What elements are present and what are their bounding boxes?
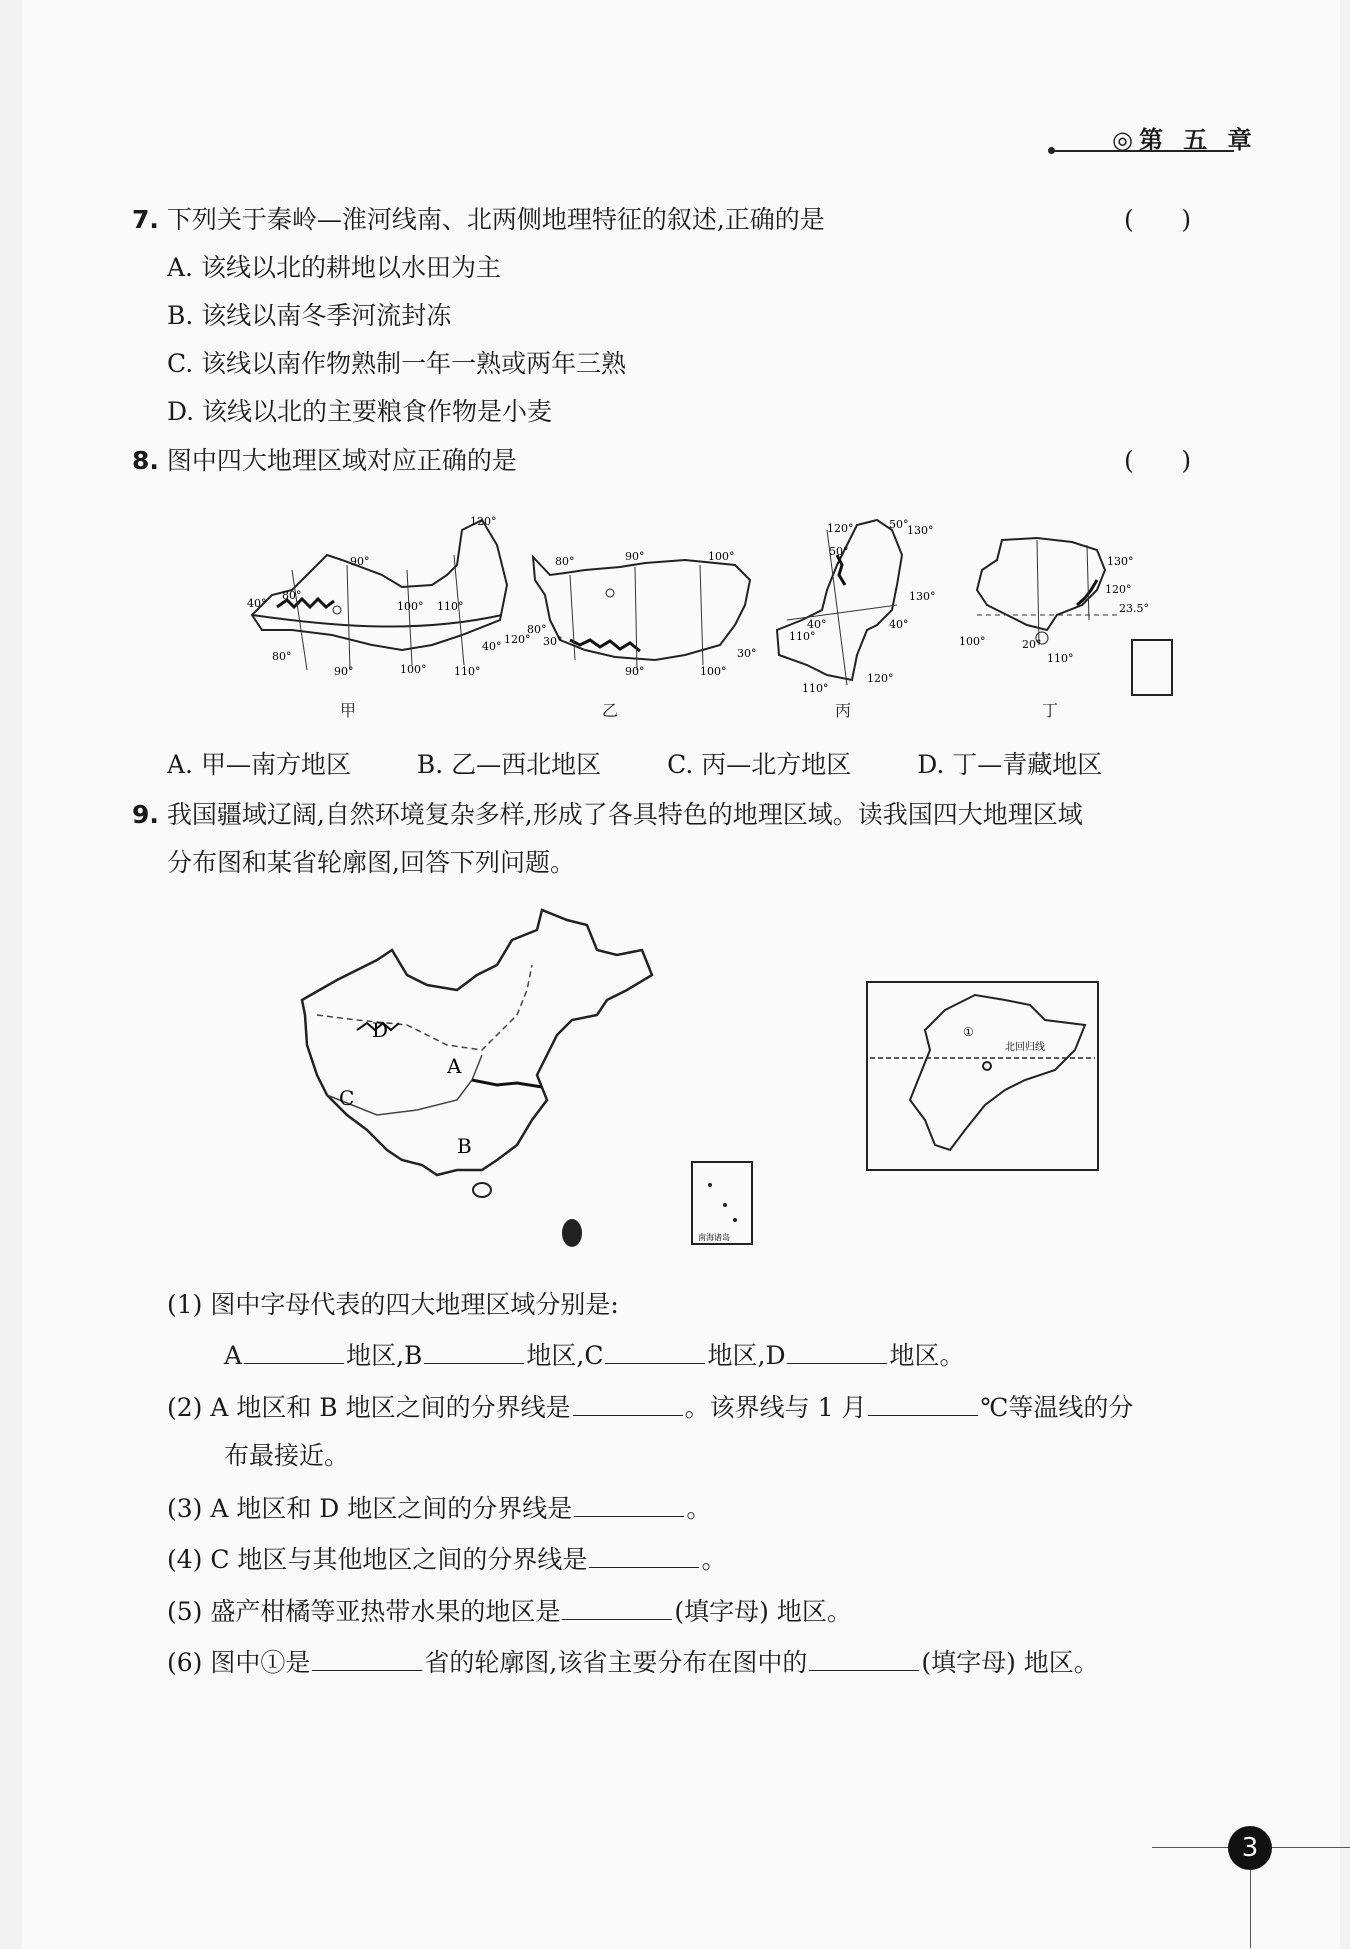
q8-map-jia-meridian: [407, 570, 412, 665]
q8-map-jia-divide: [252, 615, 502, 627]
q8-map-ding-tick: 20°: [1022, 638, 1042, 651]
q8-map-yi: [525, 545, 770, 685]
q8-map-yi-tick: 30°: [543, 635, 563, 648]
q7-option-a: A. 该线以北的耕地以水田为主: [167, 253, 501, 282]
q9-inset-island: [708, 1183, 712, 1187]
q9-sub1-a-blank[interactable]: [244, 1341, 344, 1364]
q9-province-marker: ①: [963, 1025, 974, 1039]
q8-map-yi-label: 乙: [602, 701, 619, 720]
q9-sub5: [167, 1597, 852, 1627]
q8-map-bing-tick: 50°: [889, 518, 909, 531]
q8-map-ding-meridian: [1087, 545, 1089, 620]
q8-map-yi-mountains: [570, 640, 640, 651]
q8-map-jia-tick: 90°: [334, 665, 354, 678]
q9-sub2-blank-2[interactable]: [868, 1393, 978, 1416]
china-outline: [302, 910, 652, 1175]
q9-sub2: [167, 1393, 1133, 1423]
q9-province-frame: [867, 982, 1098, 1170]
q8-map-yi-outline: [533, 557, 750, 660]
q8-map-yi-tick: 100°: [700, 665, 727, 678]
q8-option-d: D. 丁—青藏地区: [917, 750, 1103, 779]
q8-map-ding-tick: 120°: [1105, 583, 1132, 596]
q8-map-jia-tick: 110°: [437, 600, 464, 613]
q8-map-bing-tick: 40°: [807, 618, 827, 631]
q9-sub1-stem: (1) 图中字母代表的四大地理区域分别是:: [167, 1290, 619, 1319]
q9-letter-d: D: [372, 1018, 389, 1042]
q8-map-ding-label: 丁: [1042, 701, 1059, 720]
q9-number: 9.: [132, 800, 159, 829]
q9-sub4-end: 。: [701, 1545, 727, 1574]
q8-map-jia-label: 甲: [340, 701, 357, 720]
q8-map-yi-tick: 90°: [625, 665, 645, 678]
q9-sub6-text-a: (6) 图中①是: [167, 1648, 311, 1677]
q8-option-c: C. 丙—北方地区: [667, 750, 852, 779]
q8-map-yi-tick: 80°: [555, 555, 575, 568]
q9-sub5-end: (填字母) 地区。: [674, 1597, 852, 1626]
q9-china-map-inset: [690, 1160, 756, 1250]
q7-stem-line: [132, 205, 825, 235]
q8-map-bing-tick: 110°: [802, 682, 829, 695]
q8-map-bing-tick: 120°: [827, 522, 854, 535]
q8-map-bing-mountains: [837, 555, 845, 585]
q9-sub3-blank[interactable]: [574, 1494, 684, 1517]
q9-sub6-blank-1[interactable]: [312, 1648, 422, 1671]
q9-sub1-region-text: 地区,: [526, 1341, 585, 1370]
q9-sub1-b-label: B: [404, 1341, 423, 1370]
q8-map-bing: [767, 510, 942, 695]
q8-map-jia-tick: 90°: [350, 555, 370, 568]
q8-map-bing-tick: 130°: [907, 524, 934, 537]
q9-sub1-region-text: 地区,: [346, 1341, 405, 1370]
q9-tropic-label: 北回归线: [1005, 1042, 1045, 1053]
q8-option-b: B. 乙—西北地区: [416, 750, 602, 779]
q9-province-map: [865, 980, 1100, 1173]
q8-map-bing-parallel: [787, 605, 897, 620]
q8-map-yi-meridian: [570, 575, 575, 660]
q9-taiwan: [562, 1219, 582, 1247]
page-number: 3: [1228, 1826, 1272, 1870]
q8-map-ding-inset: [1132, 640, 1172, 695]
q7-option-b: B. 该线以南冬季河流封冻: [167, 301, 452, 330]
q7-answer-paren: ( ): [1124, 205, 1192, 234]
q9-sub5-blank[interactable]: [562, 1597, 672, 1620]
q8-map-bing-tick: 120°: [867, 672, 894, 685]
q9-sub5-text: (5) 盛产柑橘等亚热带水果的地区是: [167, 1597, 561, 1626]
q8-map-yi-tick: 100°: [708, 550, 735, 563]
q8-map-jia-tick: 110°: [454, 665, 481, 678]
q8-map-yi-city-marker: [606, 589, 614, 597]
q8-stem: 图中四大地理区域对应正确的是: [166, 446, 517, 475]
q9-sub4: [167, 1545, 726, 1575]
q9-sub6-text-c: (填字母) 地区。: [921, 1648, 1099, 1677]
q8-stem-line: [132, 446, 517, 476]
workbook-page: [22, 0, 1340, 1949]
q8-answer-paren: ( ): [1124, 446, 1192, 475]
q9-stem-2: 分布图和某省轮廓图,回答下列问题。: [167, 848, 575, 877]
q9-sub1-c-label: C: [584, 1341, 604, 1370]
q9-sub1-c-blank[interactable]: [605, 1341, 705, 1364]
q9-boundary-d: [317, 965, 532, 1050]
q9-city-marker: [983, 1062, 991, 1070]
q9-sub1-d-blank[interactable]: [787, 1341, 887, 1364]
q9-sub1-region-text: 地区,: [707, 1341, 766, 1370]
q8-map-jia: [232, 515, 542, 690]
q8-map-yi-tick: 90°: [625, 550, 645, 563]
q9-letter-b: B: [457, 1134, 472, 1158]
q8-map-jia-tick: 40°: [482, 640, 502, 653]
q9-stem-1: 我国疆域辽阔,自然环境复杂多样,形成了各具特色的地理区域。读我国四大地理区域: [166, 800, 1083, 829]
q7-option-c: C. 该线以南作物熟制一年一熟或两年三熟: [167, 349, 627, 378]
q8-map-ding-outline: [977, 538, 1105, 630]
q7-option-d: D. 该线以北的主要粮食作物是小麦: [167, 397, 553, 426]
q8-map-bing-tick: 40°: [889, 618, 909, 631]
q8-map-bing-label: 丙: [835, 701, 852, 720]
q9-sub6-blank-2[interactable]: [809, 1648, 919, 1671]
footer-rule-vertical: [1250, 1868, 1251, 1948]
q9-sub2-text-a: (2) A 地区和 B 地区之间的分界线是: [167, 1393, 571, 1422]
q8-map-ding-tick: 23.5°: [1119, 602, 1149, 615]
q9-sub6: [167, 1648, 1099, 1678]
q8-map-jia-tick: 80°: [282, 589, 302, 602]
q8-map-jia-tick: 80°: [272, 650, 292, 663]
q9-letter-c: C: [339, 1086, 355, 1110]
q7-number: 7.: [132, 205, 159, 234]
q9-stem-line1: [132, 800, 1083, 830]
q8-map-jia-meridian: [347, 565, 350, 670]
chapter-rule-dot: [1048, 147, 1055, 154]
q8-map-ding-tick: 110°: [1047, 652, 1074, 665]
q9-sub1-end-text: 地区。: [889, 1341, 965, 1370]
q8-map-ding-tick: 100°: [959, 635, 986, 648]
q9-sub3: [167, 1494, 711, 1524]
q9-sub3-end: 。: [686, 1494, 712, 1523]
q8-map-jia-capital-marker: [333, 606, 341, 614]
q9-letter-a: A: [447, 1054, 462, 1078]
q8-map-ding-tick: 130°: [1107, 555, 1134, 568]
q8-map-bing-outline: [777, 520, 902, 680]
q8-map-bing-tick: 130°: [909, 590, 936, 603]
q8-map-bing-tick: 50°: [829, 545, 849, 558]
q8-map-yi-meridian: [635, 567, 637, 670]
q9-inset-frame: [692, 1162, 752, 1244]
q9-sub4-blank[interactable]: [589, 1545, 699, 1568]
q9-sub1-blanks: [224, 1341, 965, 1371]
q7-stem: 下列关于秦岭—淮河线南、北两侧地理特征的叙述,正确的是: [166, 205, 825, 234]
q8-options: [167, 750, 1160, 780]
q8-map-jia-tick: 100°: [400, 663, 427, 676]
q9-sub2-text-b: 。该界线与 1 月: [684, 1393, 867, 1422]
q9-sub2-blank-1[interactable]: [573, 1393, 683, 1416]
q9-sub6-text-b: 省的轮廓图,该省主要分布在图中的: [424, 1648, 808, 1677]
q8-map-yi-tick: 80°: [527, 623, 547, 636]
q9-sub2-line2: 布最接近。: [224, 1441, 350, 1470]
chapter-heading: ◎第 五 章: [1112, 125, 1258, 154]
q9-sub1-d-label: D: [765, 1341, 786, 1370]
q8-map-jia-tick: 120°: [470, 515, 497, 528]
q9-sub3-text: (3) A 地区和 D 地区之间的分界线是: [167, 1494, 573, 1523]
q8-number: 8.: [132, 446, 159, 475]
chapter-rule: [1052, 150, 1234, 152]
q8-map-jia-tick: 40°: [247, 597, 267, 610]
q8-map-ding-meridian: [1037, 540, 1039, 645]
q8-map-bing-tick: 110°: [789, 630, 816, 643]
q9-province-outline: [910, 995, 1085, 1150]
q8-map-ding: [957, 530, 1197, 700]
q9-qinling-line: [472, 1080, 542, 1087]
q8-map-yi-tick: 30°: [737, 647, 757, 660]
q8-map-jia-tick: 120°: [504, 633, 531, 646]
q9-sub4-text: (4) C 地区与其他地区之间的分界线是: [167, 1545, 588, 1574]
q9-sub2-text-c: ℃等温线的分: [980, 1393, 1134, 1422]
q9-sub1-b-blank[interactable]: [424, 1341, 524, 1364]
q9-sub1-a-label: A: [224, 1341, 243, 1370]
q9-inset-island: [723, 1203, 727, 1207]
q8-map-jia-outline: [252, 520, 507, 650]
q9-hainan: [473, 1183, 491, 1197]
q9-inset-island: [733, 1218, 737, 1222]
q8-map-jia-tick: 100°: [397, 600, 424, 613]
q8-option-a: A. 甲—南方地区: [167, 750, 351, 779]
q9-inset-label: 南海诸岛: [698, 1233, 730, 1242]
